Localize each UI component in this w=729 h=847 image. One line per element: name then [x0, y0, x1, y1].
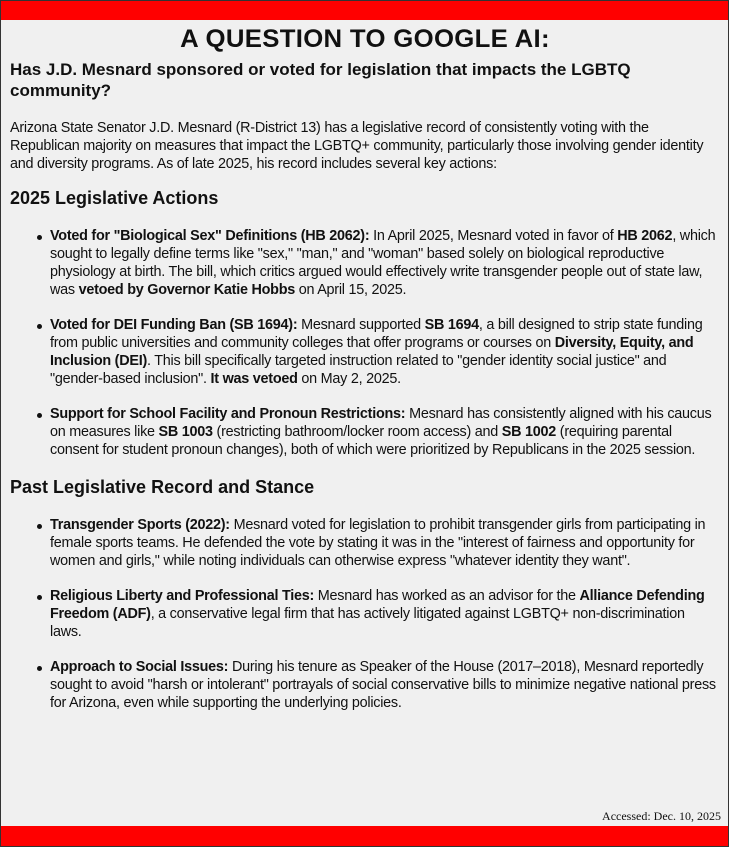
page-title: A QUESTION TO GOOGLE AI:: [180, 25, 550, 53]
bold-text: It was vetoed: [210, 371, 298, 387]
accessed-date: Accessed: Dec. 10, 2025: [602, 809, 721, 823]
document-content: [10, 20, 720, 729]
text: Mesnard has consistently aligned with his caucus on measures like: [50, 406, 712, 440]
bold-text: vetoed by Governor Katie Hobbs: [78, 282, 295, 298]
bold-text: SB 1694: [424, 317, 479, 333]
list-item: [50, 516, 720, 570]
bold-text: Voted for DEI Funding Ban (SB 1694):: [50, 317, 298, 333]
bold-text: Diversity, Equity, and Inclusion (DEI): [50, 335, 694, 369]
bold-text: HB 2062: [617, 228, 673, 244]
bold-text: SB 1003: [158, 424, 213, 440]
bold-text: Religious Liberty and Professional Ties:: [50, 588, 315, 604]
text: During his tenure as Speaker of the House (2017–2018), Mesnard reportedly sought to avoid "harsh or intolerant" portrayals of social conservative bills to minimize negative national press for Arizona, even while supporting the underlying policies.: [50, 659, 716, 711]
section-past-record: [10, 476, 720, 712]
section-2025-actions: [10, 187, 720, 459]
bold-text: Alliance Defending Freedom (ADF): [50, 588, 705, 622]
question-text: Has J.D. Mesnard sponsored or voted for legislation that impacts the LGBTQ community?: [10, 60, 631, 100]
bullet-list: [10, 516, 720, 712]
text: Mesnard has worked as an advisor for the: [314, 588, 580, 604]
text: , a conservative legal firm that has actively litigated against LGBTQ+ non-discrimination laws.: [50, 606, 685, 640]
bold-text: Support for School Facility and Pronoun Restrictions:: [50, 406, 406, 422]
bold-text: Approach to Social Issues:: [50, 659, 229, 675]
bold-text: Transgender Sports (2022):: [50, 517, 230, 533]
bold-text: Voted for "Biological Sex" Definitions (HB 2062):: [50, 228, 370, 244]
intro-paragraph: Arizona State Senator J.D. Mesnard (R-District 13) has a legislative record of consistently voting with the Republican majority on measures that impact the LGBTQ+ community, particularly those involving gender identity and diversity programs. As of late 2025, his record includes several key actions:: [10, 120, 704, 172]
section-heading: 2025 Legislative Actions: [10, 188, 219, 208]
list-item: [50, 227, 720, 299]
list-item: [50, 587, 720, 641]
bold-text: SB 1002: [501, 424, 557, 440]
list-item: [50, 405, 720, 459]
text: on April 15, 2025.: [295, 282, 407, 298]
top-red-banner: [1, 1, 728, 20]
bullet-list: [10, 227, 720, 459]
text: (restricting bathroom/locker room access) and: [212, 424, 502, 440]
text: . This bill specifically targeted instruction related to "gender identity social justice" and "gender-based inclusion".: [50, 353, 667, 387]
text: on May 2, 2025.: [297, 371, 401, 387]
text: , which sought to legally define terms like "sex," "man," and "woman" based solely on biological reproductive physiology at birth. The bill, which critics argued would effectively write transgender people out of state law, was: [50, 228, 716, 298]
text: Mesnard supported: [297, 317, 425, 333]
bottom-red-banner: [1, 826, 728, 846]
text: Mesnard voted for legislation to prohibit transgender girls from participating in female sports teams. He defended the vote by stating it was in the "interest of fairness and opportunity for women and girls," while noting individuals can otherwise express "whatever identity they want".: [50, 517, 706, 569]
text: In April 2025, Mesnard voted in favor of: [369, 228, 618, 244]
list-item: [50, 658, 720, 712]
text: (requiring parental consent for student pronoun changes), both of which were prioritized by Republicans in the 2025 session.: [50, 424, 696, 458]
list-item: [50, 316, 720, 388]
section-heading: Past Legislative Record and Stance: [10, 477, 315, 497]
text: , a bill designed to strip state funding from public universities and community colleges that offer programs or courses on: [50, 317, 703, 351]
